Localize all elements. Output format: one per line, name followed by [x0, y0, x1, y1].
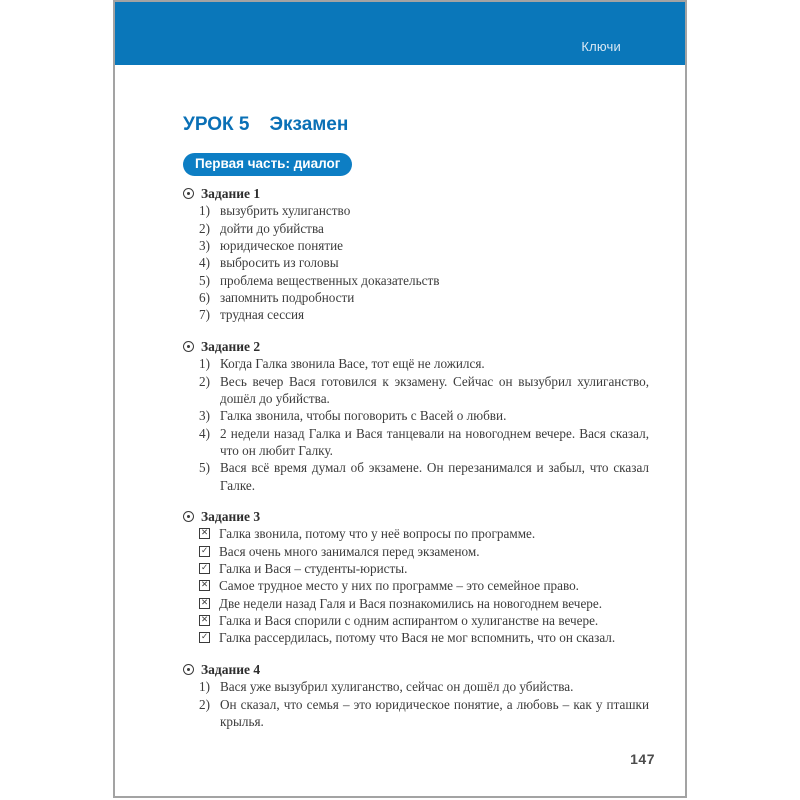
checkbox-checked-icon: ✓: [200, 563, 209, 574]
circle-dot-center: [187, 192, 190, 195]
item-text: Галка и Вася спорили с одним аспирантом о хулиганстве на вечере.: [219, 613, 599, 629]
list-item: [183, 289, 649, 306]
item-text: проблема вещественных доказательств: [220, 272, 440, 288]
item-number: 5): [199, 460, 210, 476]
section-heading-label: Задание 2: [201, 338, 261, 354]
lesson-name: Экзамен: [269, 114, 349, 135]
list-item: [183, 306, 649, 323]
list-item: [183, 525, 649, 542]
item-number: 1): [199, 356, 210, 372]
item-text: Вася очень много занимался перед экзаменом.: [219, 543, 480, 559]
item-text: дойти до убийства: [220, 220, 324, 236]
item-number: 2): [199, 220, 210, 236]
item-text: Галка звонила, чтобы поговорить с Васей о любви.: [220, 408, 507, 424]
item-number: 7): [199, 307, 210, 323]
section-heading: [183, 508, 649, 525]
circle-dot-icon: [183, 511, 194, 522]
section-heading: [183, 661, 649, 678]
circle-dot-icon: [183, 341, 194, 352]
list-item: [183, 254, 649, 271]
item-number: 2): [199, 696, 210, 712]
checkbox-crossed-icon: ✕: [200, 580, 209, 591]
book-page: [113, 0, 687, 798]
list-item: [183, 373, 649, 408]
task-section: [183, 185, 649, 324]
header-label: Ключи: [581, 39, 621, 54]
list-item: [183, 425, 649, 460]
checkbox-checked-icon: ✓: [200, 632, 209, 643]
item-number: 4): [199, 255, 210, 271]
item-text: Вася всё время думал об экзамене. Он перезанимался и забыл, что сказал Галке.: [220, 460, 649, 493]
list-item: [183, 237, 649, 254]
list-item: [183, 202, 649, 219]
item-text: запомнить подробности: [220, 290, 355, 306]
section-heading-label: Задание 3: [201, 508, 261, 524]
checkbox-checked-icon: ✓: [200, 545, 209, 556]
page-header: [115, 2, 685, 65]
item-number: 2): [199, 373, 210, 389]
section-heading: [183, 338, 649, 355]
section-heading-label: Задание 1: [201, 186, 261, 201]
circle-dot-center: [187, 345, 190, 348]
list-item: [183, 612, 649, 629]
lesson-number: УРОК 5: [183, 114, 250, 135]
item-text: выбросить из головы: [220, 255, 339, 271]
item-number: 3): [199, 238, 210, 254]
item-text: Вася уже вызубрил хулиганство, сейчас он дошёл до убийства.: [220, 679, 574, 695]
list-item: [183, 577, 649, 594]
section-heading-label: Задание 4: [201, 661, 261, 677]
circle-dot-icon: [183, 188, 194, 199]
list-item: [183, 629, 649, 646]
sections-container: [183, 185, 649, 730]
item-text: Самое трудное место у них по программе – это семейное право.: [219, 578, 579, 594]
list-item: [183, 543, 649, 560]
item-number: 6): [199, 290, 210, 306]
item-text: Галка звонила, потому что у неё вопросы по программе.: [219, 526, 536, 542]
item-number: 1): [199, 679, 210, 695]
circle-dot-center: [187, 668, 190, 671]
item-number: 4): [199, 425, 210, 441]
lesson-title: [183, 113, 649, 136]
circle-dot-icon: [183, 664, 194, 675]
item-number: 5): [199, 272, 210, 288]
list-item: [183, 272, 649, 289]
item-text: юридическое понятие: [220, 238, 344, 254]
item-text: Весь вечер Вася готовился к экзамену. Сейчас он вызубрил хулиганство, дошёл до убийства.: [220, 373, 649, 406]
item-text: Две недели назад Галя и Вася познакомились на новогоднем вечере.: [219, 595, 603, 611]
item-text: Галка рассердилась, потому что Вася не мог вспомнить, что он сказал.: [219, 630, 616, 646]
item-text: Он сказал, что семья – это юридическое понятие, а любовь – как у пташки крылья.: [220, 696, 649, 729]
list-item: [183, 595, 649, 612]
task-section: [183, 338, 649, 494]
section-heading: [183, 185, 649, 202]
item-text: Когда Галка звонила Васе, тот ещё не ложился.: [220, 356, 485, 372]
item-number: 3): [199, 408, 210, 424]
page-content: [115, 65, 685, 730]
item-text: вызубрить хулиганство: [220, 203, 351, 219]
list-item: [183, 459, 649, 494]
item-text: Галка и Вася – студенты-юристы.: [219, 561, 408, 577]
task-section: [183, 661, 649, 730]
item-number: 1): [199, 203, 210, 219]
list-item: [183, 678, 649, 695]
list-item: [183, 355, 649, 372]
list-item: [183, 696, 649, 731]
list-item: [183, 560, 649, 577]
circle-dot-center: [187, 515, 190, 518]
task-section: [183, 508, 649, 647]
checkbox-crossed-icon: ✕: [200, 615, 209, 626]
page-number: 147: [630, 751, 655, 767]
part-badge: Первая часть: диалог: [183, 153, 352, 176]
item-text: 2 недели назад Галка и Вася танцевали на новогоднем вечере. Вася сказал, что он любит Галку.: [220, 425, 649, 458]
list-item: [183, 407, 649, 424]
checkbox-crossed-icon: ✕: [200, 597, 209, 608]
checkbox-crossed-icon: ✕: [200, 528, 209, 539]
list-item: [183, 220, 649, 237]
item-text: трудная сессия: [220, 307, 305, 323]
